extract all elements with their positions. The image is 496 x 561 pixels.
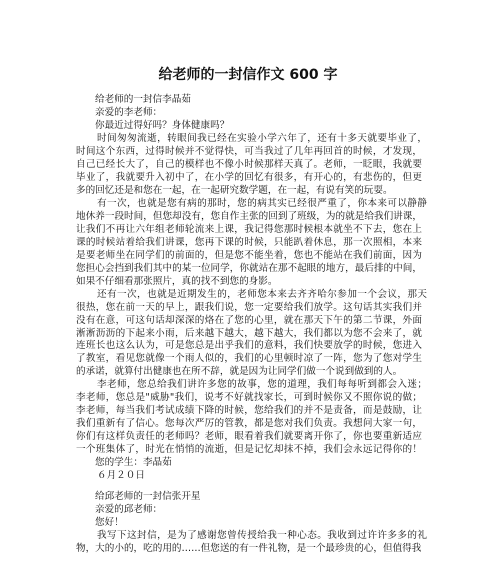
paragraph-line: 的承诺，就算付出健康也在所不辞，就是因为让同学们做一个说到做到的人。 [76, 366, 403, 378]
letter1-greeting: 你最近过得好吗？身体健康吗？ [95, 119, 230, 131]
letter1-date: ６月２０日 [97, 470, 145, 482]
paragraph-line: 还有一次，也就是近期发生的，老师您本来去齐齐哈尔参加一个会议，那天 [97, 288, 427, 300]
letter2-greeting: 您好！ [95, 517, 124, 529]
letter1-salutation: 亲爱的李老师： [95, 107, 163, 118]
paragraph-line: 我们重新有了信心。您每次严厉的管教，都是您对我们负责。我想问大家一句， [76, 418, 422, 430]
letter1-heading: 给老师的一封信李晶茹 [95, 94, 191, 105]
paragraph-line: 物，大的小的，吃的用的……但您送的有一件礼物，是一个最珍贵的心，但值得我 [76, 543, 422, 554]
paragraph-line: 让我们不再让六年组老师轮流来上课，我记得您那时候根本就坐不下去，您在上 [76, 223, 422, 235]
paragraph-line: 你们有这样负责任的老师吗？老师，眼看着我们就要离开你了，你也要重新适应 [76, 431, 422, 443]
paragraph-line: 毕业了，我就要升入初中了，在小学的回忆有很多，有开心的，有悲伤的，但更 [76, 171, 422, 183]
paragraph-line: 地休养一段时间，但您却没有，您自作主张的回到了班级，为的就是给我们讲课， [76, 210, 422, 222]
document-title: 给老师的一封信作文 600 字 [158, 67, 338, 83]
paragraph-line: 没有在意，可这句话却深深的烙在了您的心里，就在那天下午的第二节课，外面 [76, 314, 422, 326]
paragraph-line: 有一次，也就是您有病的那时，您的病其实已经很严重了，你本来可以静静 [97, 197, 427, 209]
paragraph-line: 自己已经长大了，自己的模样也不像小时候那样天真了。老师，一眨眼，我就要 [76, 158, 422, 170]
paragraph-line: 时间匆匆流逝，转眼间我已经在实验小学六年了，还有十多天就要毕业了， [97, 132, 427, 144]
paragraph-line: 淅淅沥沥的下起来小雨，后来越下越大，越下越大，我们都以为您不会来了，就 [76, 327, 422, 339]
paragraph-line: 多的回忆还是和您在一起，在一起研究数学题，在一起，有说有笑的玩耍。 [76, 184, 393, 196]
paragraph-line: 李老师，您总是"威胁"我们，说考不好就找家长，可到时候你又不照你说的做； [76, 392, 422, 404]
paragraph-line: 了教室，看见您就像一个雨人似的，我们的心里顿时凉了一阵，您为了您对学生 [76, 353, 422, 365]
letter2-salutation: 亲爱的邱老师： [95, 504, 163, 516]
paragraph-line: 我写下这封信，是为了感谢您曾传授给我一种心态。我收到过许许多多的礼 [97, 530, 427, 541]
paragraph-line: 是要老师坐在同学们的前面的，但是您不能坐着，您也不能站在我们前面，因为 [76, 249, 422, 261]
paragraph-line: 一个班集体了，时光在悄悄的流逝，但是记忆却抹不掉，我们会永远记得你的！ [76, 444, 422, 456]
paragraph-line: 李老师，每当我们考试成绩下降的时候，您给我们的并不是责备，而是鼓励，让 [76, 405, 422, 417]
letter1-signature: 您的学生：李晶茹 [95, 457, 172, 469]
paragraph-line: 课的时候站着给我们讲课，您再下课的时候，只能趴着休息，那一次照相，本来 [76, 236, 422, 248]
paragraph-line: 如果不仔细看那张照片，真的找不到您的身影。 [76, 275, 278, 287]
paragraph-line: 很热，您在前一天的早上，跟我们说，您一定要给我们放学。这句话其实我们并 [76, 301, 422, 313]
paragraph-line: 您担心会挡到我们其中的某一位同学，你就站在那不起眼的地方，最后排的中间， [76, 262, 422, 274]
paragraph-line: 连班长也这么认为，可是您总是出乎我们的意料，我们快要放学的时候，您进入 [76, 340, 422, 352]
paragraph-line: 李老师，您总给我们讲许多您的故事，您的道理，我们每每听到都会入迷； [97, 379, 427, 391]
paragraph-line: 时间这个东西，过得时候并不觉得快，可当我过了几年再回首的时候，才发现， [76, 145, 422, 157]
letter2-heading: 给邱老师的一封信张开星 [95, 491, 201, 503]
